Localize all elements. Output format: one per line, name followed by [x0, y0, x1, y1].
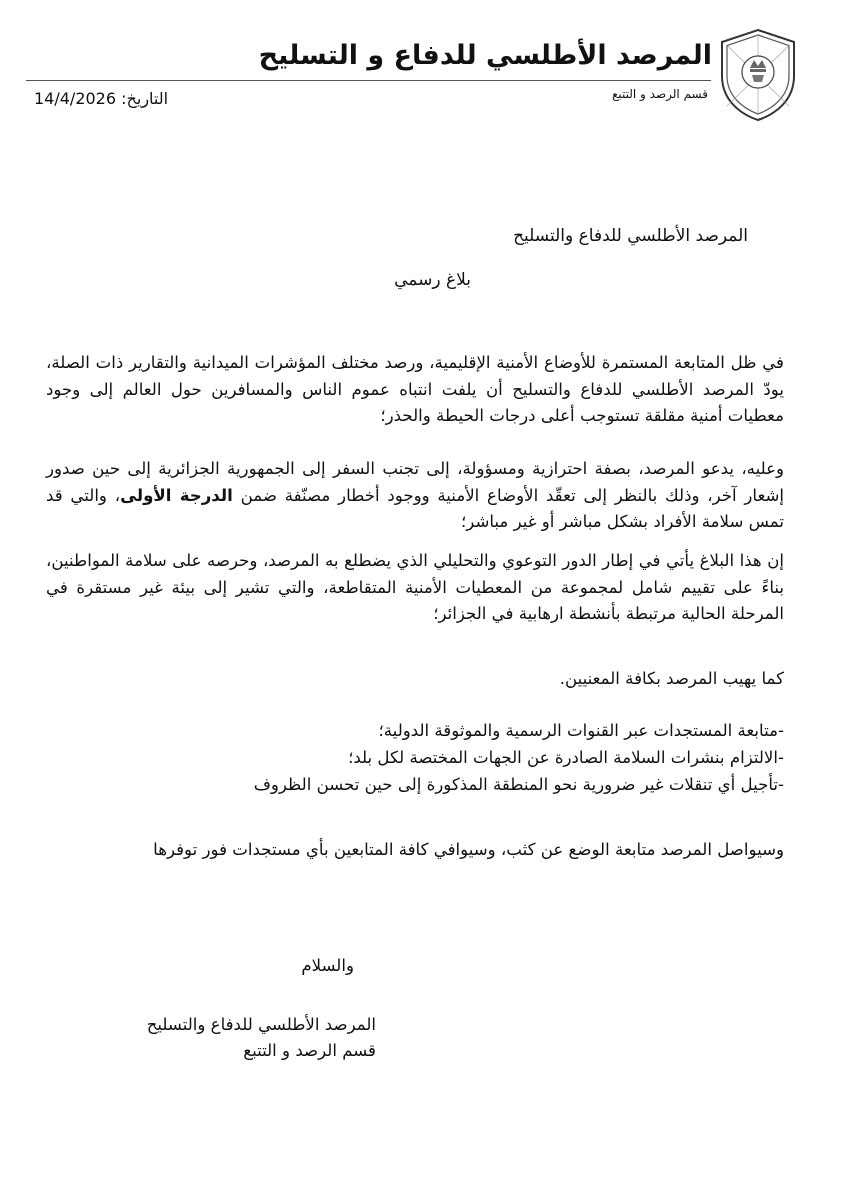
date-line	[34, 89, 168, 108]
date-value: 14/4/2026	[34, 89, 117, 108]
department-subtitle: قسم الرصد و التتبع	[611, 87, 708, 101]
advisory-text-end: ، والتي قد تمس سلامة الأفراد بشكل مباشر أو غير مباشر؛	[46, 485, 784, 531]
list-item: -متابعة المستجدات عبر القنوات الرسمية والموثوقة الدولية؛	[378, 721, 784, 740]
advisory-text: وعليه، يدعو المرصد، بصفة احترازية ومسؤولة، إلى تجنب السفر إلى الجمهورية الجزائرية إلى حين صدور إشعار آخر، وذلك بالنظر إلى تعقّد الأوضاع الأمنية ووجود أخطار مصنّفة ضمن	[46, 459, 785, 505]
signature-org: المرصد الأطلسي للدفاع والتسليح	[146, 1015, 376, 1034]
header-divider	[26, 80, 711, 81]
list-item: -تأجيل أي تنقلات غير ضرورية نحو المنطقة المذكورة إلى حين تحسن الظروف	[253, 775, 784, 794]
paragraph-appeal: كما يهيب المرصد بكافة المعنيين.	[559, 669, 784, 688]
shield-emblem-icon	[718, 28, 798, 122]
subject-line: بلاغ رسمي	[394, 270, 471, 290]
paragraph-context: في ظل المتابعة المستمرة للأوضاع الأمنية الإقليمية، ورصد مختلف المؤشرات الميدانية والتقارير ذات الصلة، يودّ المرصد الأطلسي للدفاع والتسليح أن يلفت انتباه عموم الناس والمسافرين حول العالم إلى وجود معطيات أمنية مقلقة تستوجب أعلى درجات الحيطة والحذر؛	[46, 353, 784, 425]
list-item: -الالتزام بنشرات السلامة الصادرة عن الجهات المختصة لكل بلد؛	[348, 748, 784, 767]
paragraph-advisory	[46, 456, 784, 536]
recommendations-list	[254, 717, 784, 798]
organization-title: المرصد الأطلسي للدفاع و التسليح	[258, 40, 712, 71]
addressee: المرصد الأطلسي للدفاع والتسليح	[513, 226, 748, 246]
paragraph-followup: وسيواصل المرصد متابعة الوضع عن كثب، وسيوافي كافة المتابعين بأي مستجدات فور توفرها	[153, 840, 784, 859]
closing-salutation: والسلام	[301, 956, 354, 975]
advisory-level-bold: الدرجة الأولى	[120, 485, 233, 505]
signature-block	[147, 1012, 376, 1064]
paragraph-rationale: إن هذا البلاغ يأتي في إطار الدور التوعوي والتحليلي الذي يضطلع به المرصد، وحرصه على سلامة المواطنين، بناءً على تقييم شامل لمجموعة من المعطيات الأمنية المتقاطعة، والتي تشير إلى بيئة غير مستقرة في المرحلة الحالية مرتبطة بأنشطة ارهابية في الجزائر؛	[46, 551, 784, 623]
signature-department: قسم الرصد و التتبع	[243, 1041, 376, 1060]
date-label: التاريخ:	[121, 89, 169, 108]
